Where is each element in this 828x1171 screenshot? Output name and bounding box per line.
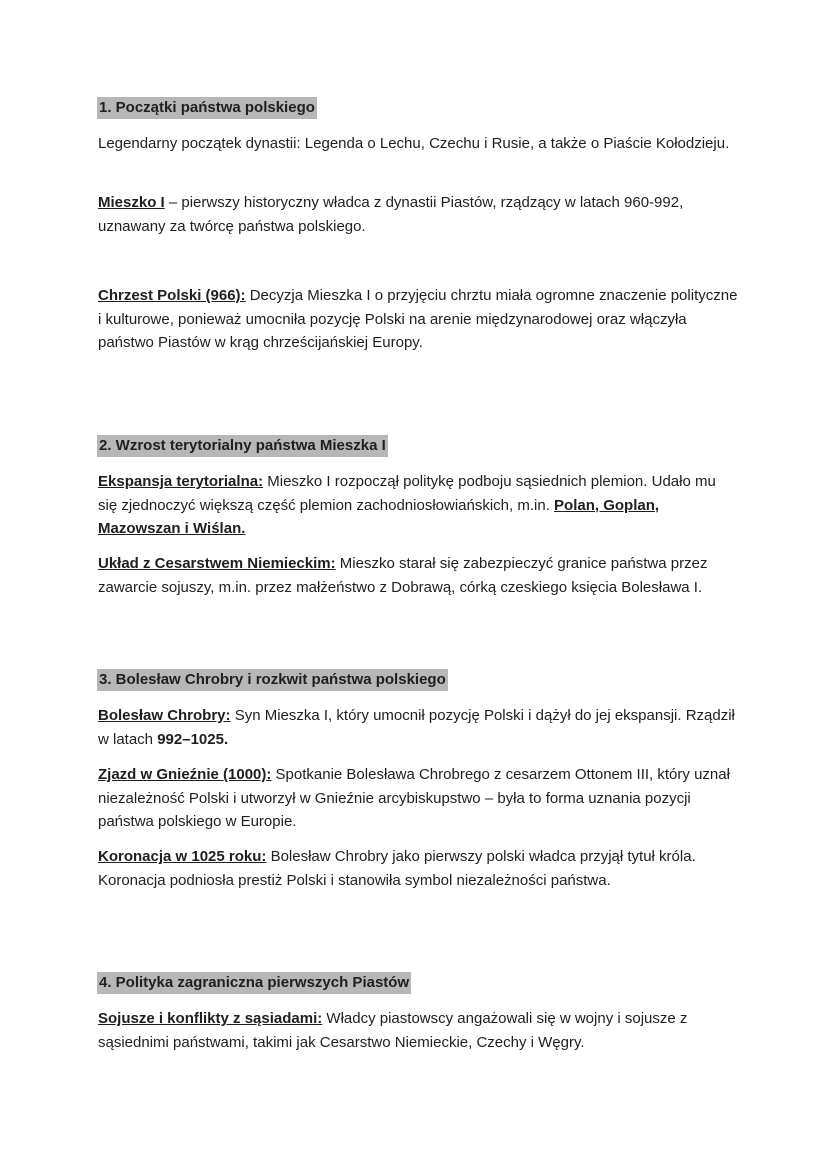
paragraph <box>98 191 738 238</box>
section-1-heading-wrap <box>98 97 738 119</box>
term: Zjazd w Gnieźnie (1000): <box>98 766 272 783</box>
section-heading: 2. Wzrost terytorialny państwa Mieszka I <box>97 435 388 457</box>
paragraph-text: – pierwszy historyczny władca z dynastii Piastów, rządzący w latach 960-992, uznawany za twórcę państwa polskiego. <box>98 194 684 235</box>
section-3-heading-wrap <box>98 669 738 691</box>
paragraph <box>98 704 738 751</box>
section-heading: 1. Początki państwa polskiego <box>97 97 317 119</box>
tribes-list: Polan, Goplan, Mazowszan i Wiślan. <box>98 496 660 537</box>
term: Ekspansja terytorialna: <box>98 473 264 490</box>
section-4-heading-wrap <box>98 972 738 994</box>
section-heading: 3. Bolesław Chrobry i rozkwit państwa polskiego <box>97 669 448 691</box>
paragraph <box>98 552 738 599</box>
paragraph <box>98 845 738 892</box>
term: Chrzest Polski (966): <box>98 287 246 304</box>
reign-years: 992–1025. <box>157 730 229 748</box>
term: Mieszko I <box>98 194 165 211</box>
paragraph-text: Spotkanie Bolesława Chrobrego z cesarzem Ottonem III, który uznał niezależność Polski i utworzył w Gnieźnie arcybiskupstwo – była to forma uznania pozycji państwa polskiego w Europie. <box>98 766 730 830</box>
paragraph <box>98 132 738 156</box>
paragraph <box>98 284 738 355</box>
paragraph-text: Syn Mieszka I, który umocnił pozycję Polski i dążył do jej ekspansji. Rządził w latach <box>98 707 735 748</box>
paragraph <box>98 763 738 834</box>
section-2-heading-wrap <box>98 435 738 457</box>
term: Koronacja w 1025 roku: <box>98 848 267 865</box>
paragraph-text: Mieszko I rozpoczął politykę podboju sąsiednich plemion. Udało mu się zjednoczyć większą część plemion zachodniosłowiańskich, m.in. <box>98 473 716 514</box>
paragraph-text: Decyzja Mieszka I o przyjęciu chrztu miała ogromne znaczenie polityczne i kulturowe, ponieważ umocniła pozycję Polski na arenie międzynarodowej oraz włączyła państwo Piastów w krąg chrześcijańskiej Europy. <box>98 287 738 351</box>
term: Bolesław Chrobry: <box>98 707 231 724</box>
term: Układ z Cesarstwem Niemieckim: <box>98 555 336 572</box>
paragraph <box>98 470 738 541</box>
paragraph <box>98 1007 738 1054</box>
term: Sojusze i konflikty z sąsiadami: <box>98 1010 323 1027</box>
section-heading: 4. Polityka zagraniczna pierwszych Piastów <box>97 972 411 994</box>
paragraph-text: Legendarny początek dynastii: Legenda o Lechu, Czechu i Rusie, a także o Piaście Kołodzieju. <box>98 135 730 152</box>
paragraph-text: Bolesław Chrobry jako pierwszy polski władca przyjął tytuł króla. Koronacja podniosła prestiż Polski i stanowiła symbol niezależności państwa. <box>98 848 696 889</box>
paragraph-text: Władcy piastowscy angażowali się w wojny i sojusze z sąsiednimi państwami, takimi jak Cesarstwo Niemieckie, Czechy i Węgry. <box>98 1010 688 1051</box>
paragraph-text: Mieszko starał się zabezpieczyć granice państwa przez zawarcie sojuszy, m.in. przez małżeństwo z Dobrawą, córką czeskiego księcia Bolesława I. <box>98 555 708 596</box>
